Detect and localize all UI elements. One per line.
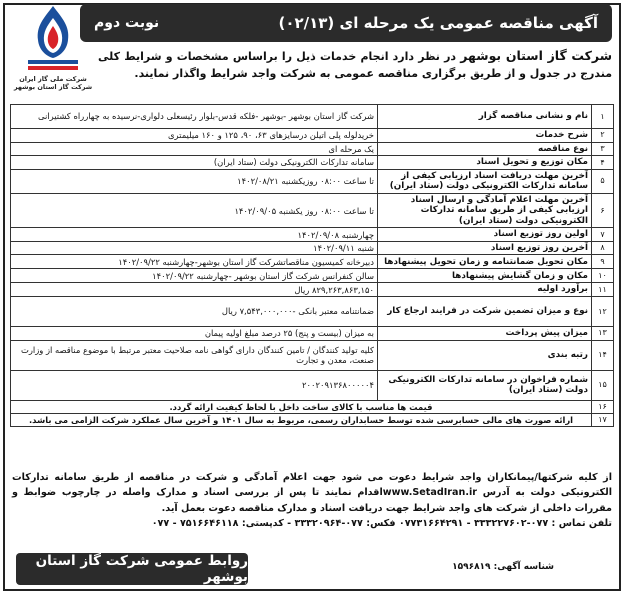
row-note: قیمت ها مناسب با کالای ساخت داخل با لحاظ کیفیت ارائه گردد. — [11, 400, 592, 413]
row-label: آخرین مهلت اعلام آمادگی و ارسال اسناد ارزیابی کیفی از طریق سامانه تدارکات الکترونیکی دولت (ستاد ایران) — [378, 193, 592, 228]
table-row — [11, 370, 614, 400]
table-row — [11, 283, 614, 297]
row-label: میزان پیش پرداخت — [378, 327, 592, 341]
row-value: ۲۰۰۲۰۹۱۳۶۸۰۰۰۰۰۴ — [11, 370, 378, 400]
row-value: سامانه تدارکات الکترونیکی دولت (ستاد ایران) — [11, 156, 378, 170]
row-number: ۱ — [592, 105, 614, 129]
table-row — [11, 340, 614, 370]
closing-paragraph — [12, 470, 612, 531]
row-number: ۱۱ — [592, 283, 614, 297]
row-number: ۱۵ — [592, 370, 614, 400]
row-number: ۲ — [592, 129, 614, 143]
row-number: ۸ — [592, 241, 614, 255]
row-number: ۷ — [592, 228, 614, 242]
row-label: مکان توزیع و تحویل اسناد — [378, 156, 592, 170]
row-number: ۱۷ — [592, 413, 614, 426]
row-number: ۹ — [592, 255, 614, 269]
row-number: ۳ — [592, 142, 614, 156]
table-row — [11, 241, 614, 255]
row-value: ۸۲۹,۲۶۳,۸۶۳,۱۵۰ ریال — [11, 283, 378, 297]
row-value: شرکت گاز استان بوشهر -بوشهر -فلکه قدس-بلوار رئیسعلی دلواری-نرسیده به چهارراه کشتیرانی — [11, 105, 378, 129]
table-row — [11, 105, 614, 129]
row-label: شرح خدمات — [378, 129, 592, 143]
row-label: اولین روز توزیع اسناد — [378, 228, 592, 242]
table-row — [11, 413, 614, 426]
setad-url-link[interactable]: www.SetadIran.ir — [382, 487, 477, 499]
logo-line-1: شرکت ملی گاز ایران — [19, 75, 87, 83]
row-value: دبیرخانه کمیسیون مناقصاتشرکت گاز استان بوشهر-چهارشنبه ۱۴۰۲/۰۹/۲۲ — [11, 255, 378, 269]
table-row — [11, 193, 614, 228]
notice-title: آگهی مناقصه عمومی یک مرحله ای (۰۲/۱۳) — [278, 14, 598, 32]
tender-table — [10, 104, 614, 427]
row-label: مکان تحویل ضمانتنامه و زمان تحویل پیشنهادها — [378, 255, 592, 269]
row-value: شنبه ۱۴۰۲/۰۹/۱۱ — [11, 241, 378, 255]
intro-company: شرکت گاز استان بوشهر — [460, 48, 612, 63]
row-value: کلیه تولید کنندگان / تامین کنندگان دارای گواهی نامه صلاحیت معتبر مرتبط با موضوع مناقصه از وزارت صنعت، معدن و تجارت — [11, 340, 378, 370]
row-value: خریدلوله پلی اتیلن درسایزهای ۶۳، ۹۰، ۱۲۵ و ۱۶۰ میلیمتری — [11, 129, 378, 143]
table-row — [11, 142, 614, 156]
row-label: نوع مناقصه — [378, 142, 592, 156]
logo-caption — [14, 75, 92, 91]
row-label: نام و نشانی مناقصه گزار — [378, 105, 592, 129]
notice-round: نوبت دوم — [94, 15, 160, 31]
intro-paragraph — [98, 46, 612, 82]
table-row — [11, 156, 614, 170]
table-row — [11, 169, 614, 193]
table-row — [11, 269, 614, 283]
company-logo — [8, 4, 98, 102]
row-value: تا ساعت ۰۸:۰۰ روز یکشنبه ۱۴۰۲/۰۹/۰۵ — [11, 193, 378, 228]
row-label: آخرین روز توزیع اسناد — [378, 241, 592, 255]
closing-text-1: از کلیه شرکتها/پیمانکاران واجد شرایط دعوت می شود جهت اعلام آمادگی و شرکت در مناقصه از طریق سامانه تدارکات الکترونیکی دولت به آدرس — [12, 472, 612, 499]
row-number: ۶ — [592, 193, 614, 228]
row-value: به میزان (بیست و پنج) ۲۵ درصد مبلغ اولیه پیمان — [11, 327, 378, 341]
row-value: تا ساعت ۰۸:۰۰ روزیکشنبه ۱۴۰۲/۰۸/۲۱ — [11, 169, 378, 193]
row-number: ۱۴ — [592, 340, 614, 370]
closing-text-2: اقدام نمایند تا پس از بررسی اسناد و مدارک واصله در چارچوب ضوابط و مقررات داخلی از شرکت های واجد شرایط جهت دریافت اسناد و مدارک مناقصه دعوت بعمل آید. — [12, 487, 612, 514]
intro-text: در نظر دارد انجام خدمات ذیل را براساس مشخصات و شرایط کلی مندرج در جدول و از طریق برگزاری مناقصه عمومی به شرکت واجد شرایط واگذار نمایند. — [98, 50, 612, 81]
row-label: آخرین مهلت دریافت اسناد ارزیابی کیفی از سامانه تدارکات الکترونیکی دولت (ستاد ایران) — [378, 169, 592, 193]
row-label: شماره فراخوان در سامانه تدارکات الکترونیکی دولت (ستاد ایران) — [378, 370, 592, 400]
row-value: ضمانتنامه معتبر بانکی -۷,۵۴۳,۰۰۰,۰۰۰ ریال — [11, 297, 378, 327]
title-banner — [80, 4, 612, 42]
table-row — [11, 129, 614, 143]
row-number: ۱۶ — [592, 400, 614, 413]
table-row — [11, 255, 614, 269]
logo-line-2: شرکت گاز استان بوشهر — [13, 83, 93, 92]
row-value: سالن کنفرانس شرکت گاز استان بوشهر -چهارشنبه ۱۴۰۲/۰۹/۲۲ — [11, 269, 378, 283]
row-number: ۴ — [592, 156, 614, 170]
ad-id: شناسه آگهی: ۱۵۹۶۸۱۹ — [452, 562, 554, 572]
row-value: یک مرحله ای — [11, 142, 378, 156]
public-relations-banner: روابط عمومی شرکت گاز استان بوشهر — [16, 553, 248, 585]
contact-info: تلفن تماس : ۰۷۷-۳۳۳۲۲۷۶۰۲ - ۰۷۷۳۱۶۶۴۲۹۱ فکس: ۰۷۷-۳۳۳۲۰۹۶۴ - کدپستی: ۷۵۱۶۶۴۶۱۱۸ - ۰۷۷ — [151, 518, 612, 530]
row-value: چهارشنبه ۱۴۰۲/۰۹/۰۸ — [11, 228, 378, 242]
row-label: برآورد اولیه — [378, 283, 592, 297]
row-number: ۱۲ — [592, 297, 614, 327]
table-row — [11, 297, 614, 327]
table-row — [11, 400, 614, 413]
row-label: رتبه بندی — [378, 340, 592, 370]
row-number: ۱۰ — [592, 269, 614, 283]
table-row — [11, 228, 614, 242]
row-number: ۱۳ — [592, 327, 614, 341]
row-label: نوع و میزان تضمین شرکت در فرایند ارجاع کار — [378, 297, 592, 327]
row-label: مکان و زمان گشایش پیشنهادها — [378, 269, 592, 283]
gas-flame-logo-icon — [22, 4, 84, 74]
table-row — [11, 327, 614, 341]
row-note: ارائه صورت های مالی حسابرسی شده توسط حسابداران رسمی، مربوط به سال ۱۴۰۱ و آخرین سال عملکرد شرکت الزامی می باشد. — [11, 413, 592, 426]
row-number: ۵ — [592, 169, 614, 193]
